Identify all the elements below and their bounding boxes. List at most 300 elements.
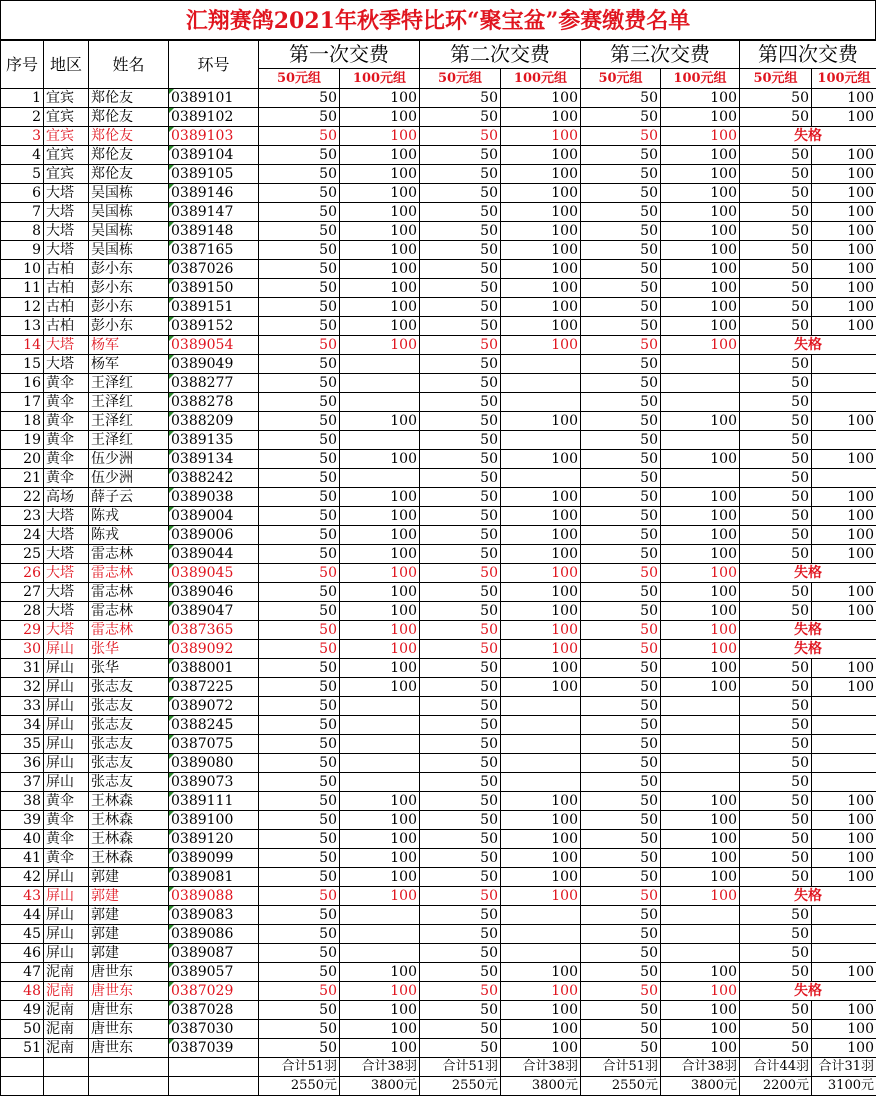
cell-name: 王泽红 [89, 393, 169, 412]
cell-ring: 0389101 [169, 89, 259, 108]
cell-ring: 0389146 [169, 184, 259, 203]
cell-payment: 100 [812, 868, 876, 887]
cell-payment [661, 393, 740, 412]
cell-payment: 50 [259, 792, 340, 811]
cell-ring: 0388278 [169, 393, 259, 412]
cell-payment: 100 [340, 89, 420, 108]
cell-payment: 100 [812, 678, 876, 697]
cell-payment: 50 [420, 545, 501, 564]
cell-payment [501, 906, 581, 925]
cell-payment: 50 [420, 925, 501, 944]
cell-region: 宜宾 [44, 146, 89, 165]
cell-payment: 100 [501, 108, 581, 127]
cell-payment: 50 [420, 222, 501, 241]
cell-payment [340, 469, 420, 488]
cell-seq: 18 [1, 412, 44, 431]
cell-payment: 50 [420, 564, 501, 583]
cell-payment: 50 [420, 89, 501, 108]
cell-payment: 100 [812, 279, 876, 298]
header-name: 姓名 [89, 41, 169, 89]
table-row [1, 564, 876, 583]
cell-region: 屏山 [44, 773, 89, 792]
cell-payment: 50 [581, 127, 661, 146]
cell-payment: 50 [420, 773, 501, 792]
cell-payment [812, 374, 876, 393]
cell-total-count: 合计38羽 [340, 1058, 420, 1077]
table-row [1, 431, 876, 450]
cell-ring: 0389100 [169, 811, 259, 830]
cell-payment: 100 [501, 412, 581, 431]
cell-name: 张华 [89, 640, 169, 659]
cell-payment: 100 [661, 1039, 740, 1058]
cell-payment [661, 754, 740, 773]
cell-payment: 100 [340, 868, 420, 887]
cell-payment: 100 [661, 412, 740, 431]
cell-name: 雷志林 [89, 602, 169, 621]
cell-payment: 100 [812, 849, 876, 868]
cell-payment: 100 [501, 203, 581, 222]
table-row [1, 640, 876, 659]
cell-payment: 100 [661, 545, 740, 564]
cell-payment: 50 [420, 659, 501, 678]
cell-payment: 50 [420, 678, 501, 697]
cell-name: 张志友 [89, 678, 169, 697]
table-row [1, 412, 876, 431]
cell-ring: 0387075 [169, 735, 259, 754]
cell-seq: 25 [1, 545, 44, 564]
cell-payment: 50 [420, 450, 501, 469]
cell-payment: 50 [259, 716, 340, 735]
cell-payment: 50 [581, 1001, 661, 1020]
cell-ring: 0389148 [169, 222, 259, 241]
cell-payment: 100 [661, 108, 740, 127]
table-row [1, 469, 876, 488]
cell-payment: 100 [812, 146, 876, 165]
cell-ring: 0389054 [169, 336, 259, 355]
cell-payment: 100 [661, 849, 740, 868]
table-row [1, 811, 876, 830]
cell-ring: 0389046 [169, 583, 259, 602]
cell-payment: 50 [259, 507, 340, 526]
table-row [1, 887, 876, 906]
cell-payment: 100 [501, 1020, 581, 1039]
cell-payment: 50 [259, 735, 340, 754]
cell-payment: 100 [340, 526, 420, 545]
cell-payment [812, 944, 876, 963]
cell-region: 黄伞 [44, 469, 89, 488]
cell-payment: 50 [259, 963, 340, 982]
cell-seq: 32 [1, 678, 44, 697]
cell-payment: 50 [581, 602, 661, 621]
cell-payment: 50 [581, 564, 661, 583]
cell-name: 杨军 [89, 355, 169, 374]
cell-seq: 5 [1, 165, 44, 184]
cell-payment: 100 [501, 659, 581, 678]
cell-payment: 50 [581, 868, 661, 887]
cell-seq: 36 [1, 754, 44, 773]
header-group-50: 50元组 [740, 69, 812, 89]
cell-payment: 50 [581, 222, 661, 241]
cell-total-amount: 2550元 [259, 1077, 340, 1096]
cell-payment: 50 [420, 697, 501, 716]
cell-payment: 100 [501, 222, 581, 241]
cell-seq: 49 [1, 1001, 44, 1020]
cell-payment: 100 [661, 887, 740, 906]
cell-payment: 50 [740, 792, 812, 811]
cell-payment: 50 [740, 602, 812, 621]
cell-ring: 0389004 [169, 507, 259, 526]
cell-payment: 100 [501, 488, 581, 507]
cell-payment: 100 [501, 583, 581, 602]
cell-payment: 50 [581, 906, 661, 925]
cell-payment: 100 [812, 165, 876, 184]
cell-payment: 100 [501, 640, 581, 659]
cell-ring: 0389092 [169, 640, 259, 659]
cell-payment: 50 [420, 849, 501, 868]
cell-ring: 0387026 [169, 260, 259, 279]
cell-payment: 50 [259, 241, 340, 260]
cell-payment: 100 [812, 260, 876, 279]
table-row [1, 393, 876, 412]
cell-payment: 50 [420, 279, 501, 298]
cell-seq: 1 [1, 89, 44, 108]
cell-name: 郑伦友 [89, 165, 169, 184]
cell-payment: 100 [501, 982, 581, 1001]
cell-payment: 100 [661, 298, 740, 317]
cell-payment: 50 [740, 754, 812, 773]
cell-payment [501, 469, 581, 488]
cell-payment: 50 [740, 241, 812, 260]
cell-payment: 50 [420, 393, 501, 412]
cell-payment: 100 [501, 545, 581, 564]
cell-payment: 100 [501, 868, 581, 887]
cell-name: 王林森 [89, 792, 169, 811]
cell-region: 黄伞 [44, 830, 89, 849]
cell-payment: 50 [420, 735, 501, 754]
cell-ring: 0387365 [169, 621, 259, 640]
cell-seq: 22 [1, 488, 44, 507]
cell-payment: 50 [581, 279, 661, 298]
cell-payment: 50 [259, 621, 340, 640]
cell-seq: 30 [1, 640, 44, 659]
cell-payment: 50 [420, 982, 501, 1001]
cell-ring: 0389047 [169, 602, 259, 621]
cell-empty [44, 1058, 89, 1077]
table-row [1, 545, 876, 564]
cell-payment: 100 [661, 659, 740, 678]
cell-payment: 50 [581, 792, 661, 811]
cell-payment: 100 [661, 640, 740, 659]
cell-payment: 50 [581, 659, 661, 678]
cell-payment: 100 [501, 849, 581, 868]
cell-payment [812, 469, 876, 488]
cell-payment: 50 [259, 298, 340, 317]
cell-payment: 50 [740, 1001, 812, 1020]
cell-region: 屏山 [44, 887, 89, 906]
cell-payment: 100 [661, 678, 740, 697]
cell-payment: 50 [740, 222, 812, 241]
cell-payment: 100 [501, 336, 581, 355]
header-group-100: 100元组 [661, 69, 740, 89]
cell-empty [44, 1077, 89, 1096]
totals-amount-row [1, 1077, 876, 1096]
cell-payment [661, 944, 740, 963]
cell-payment: 50 [420, 830, 501, 849]
cell-payment: 50 [420, 317, 501, 336]
cell-seq: 51 [1, 1039, 44, 1058]
cell-payment: 50 [740, 317, 812, 336]
cell-payment: 100 [812, 241, 876, 260]
cell-disqualified: 失格 [740, 982, 876, 1001]
cell-name: 杨军 [89, 336, 169, 355]
cell-payment: 100 [501, 127, 581, 146]
cell-payment: 50 [259, 222, 340, 241]
cell-payment: 100 [812, 659, 876, 678]
cell-payment: 100 [661, 982, 740, 1001]
cell-total-count: 合计44羽 [740, 1058, 812, 1077]
cell-payment: 50 [259, 336, 340, 355]
table-row [1, 849, 876, 868]
cell-payment: 50 [259, 545, 340, 564]
cell-payment: 100 [661, 507, 740, 526]
table-row [1, 830, 876, 849]
cell-payment: 50 [740, 697, 812, 716]
cell-payment [661, 735, 740, 754]
table-row [1, 374, 876, 393]
cell-payment: 100 [501, 317, 581, 336]
cell-payment: 50 [420, 108, 501, 127]
cell-payment: 50 [581, 203, 661, 222]
cell-payment: 100 [661, 241, 740, 260]
table-row [1, 222, 876, 241]
cell-name: 唐世东 [89, 1039, 169, 1058]
cell-payment: 50 [420, 146, 501, 165]
cell-seq: 47 [1, 963, 44, 982]
cell-payment: 50 [259, 583, 340, 602]
cell-payment: 100 [661, 1020, 740, 1039]
cell-region: 屏山 [44, 678, 89, 697]
table-row [1, 773, 876, 792]
cell-payment: 50 [259, 659, 340, 678]
cell-payment: 50 [259, 127, 340, 146]
cell-ring: 0389099 [169, 849, 259, 868]
cell-seq: 26 [1, 564, 44, 583]
cell-payment: 50 [420, 241, 501, 260]
cell-payment: 50 [259, 412, 340, 431]
cell-payment: 100 [812, 222, 876, 241]
cell-payment: 100 [661, 526, 740, 545]
cell-payment: 100 [812, 412, 876, 431]
cell-name: 彭小东 [89, 298, 169, 317]
cell-ring: 0388209 [169, 412, 259, 431]
table-row [1, 963, 876, 982]
cell-payment [501, 374, 581, 393]
cell-payment [501, 773, 581, 792]
cell-payment [340, 754, 420, 773]
cell-region: 屏山 [44, 925, 89, 944]
cell-payment: 50 [581, 469, 661, 488]
cell-name: 伍少洲 [89, 469, 169, 488]
cell-ring: 0389134 [169, 450, 259, 469]
cell-name: 郭建 [89, 887, 169, 906]
cell-ring: 0389104 [169, 146, 259, 165]
cell-payment: 50 [581, 697, 661, 716]
cell-payment: 50 [581, 298, 661, 317]
cell-region: 屏山 [44, 868, 89, 887]
cell-payment: 100 [340, 184, 420, 203]
cell-payment: 100 [812, 1039, 876, 1058]
table-row [1, 279, 876, 298]
cell-seq: 42 [1, 868, 44, 887]
cell-seq: 34 [1, 716, 44, 735]
cell-payment: 50 [740, 735, 812, 754]
cell-payment: 50 [259, 754, 340, 773]
cell-payment: 50 [740, 583, 812, 602]
cell-name: 王林森 [89, 849, 169, 868]
cell-region: 古柏 [44, 317, 89, 336]
cell-payment: 50 [740, 89, 812, 108]
cell-name: 王泽红 [89, 431, 169, 450]
cell-payment [812, 735, 876, 754]
cell-name: 彭小东 [89, 260, 169, 279]
cell-total-amount: 3800元 [661, 1077, 740, 1096]
cell-payment: 50 [581, 640, 661, 659]
table-row [1, 982, 876, 1001]
cell-payment: 100 [340, 241, 420, 260]
table-row [1, 526, 876, 545]
cell-payment [501, 697, 581, 716]
totals-count-row [1, 1058, 876, 1077]
table-row [1, 583, 876, 602]
cell-seq: 41 [1, 849, 44, 868]
cell-region: 屏山 [44, 640, 89, 659]
cell-ring: 0389105 [169, 165, 259, 184]
cell-payment [340, 355, 420, 374]
cell-payment: 50 [581, 754, 661, 773]
cell-payment [812, 697, 876, 716]
cell-name: 吴国栋 [89, 222, 169, 241]
cell-payment: 100 [340, 982, 420, 1001]
cell-seq: 16 [1, 374, 44, 393]
cell-payment: 50 [581, 944, 661, 963]
cell-region: 大塔 [44, 526, 89, 545]
cell-seq: 10 [1, 260, 44, 279]
cell-total-count: 合计38羽 [501, 1058, 581, 1077]
cell-payment: 100 [340, 640, 420, 659]
cell-payment [501, 355, 581, 374]
table-row [1, 944, 876, 963]
cell-name: 唐世东 [89, 963, 169, 982]
cell-payment: 50 [581, 621, 661, 640]
cell-payment: 50 [581, 849, 661, 868]
cell-ring: 0389151 [169, 298, 259, 317]
cell-name: 吴国栋 [89, 184, 169, 203]
cell-region: 大塔 [44, 184, 89, 203]
cell-name: 彭小东 [89, 317, 169, 336]
cell-region: 屏山 [44, 906, 89, 925]
cell-payment [340, 944, 420, 963]
cell-seq: 27 [1, 583, 44, 602]
cell-payment: 50 [259, 944, 340, 963]
cell-name: 雷志林 [89, 621, 169, 640]
header-group-100: 100元组 [812, 69, 876, 89]
cell-name: 雷志林 [89, 583, 169, 602]
cell-payment: 50 [420, 754, 501, 773]
cell-payment: 50 [259, 279, 340, 298]
cell-payment: 50 [420, 583, 501, 602]
cell-ring: 0387165 [169, 241, 259, 260]
cell-payment: 100 [501, 1039, 581, 1058]
cell-payment [661, 773, 740, 792]
cell-payment: 50 [740, 659, 812, 678]
cell-payment: 50 [581, 507, 661, 526]
cell-ring: 0389150 [169, 279, 259, 298]
cell-payment: 100 [812, 184, 876, 203]
cell-name: 王泽红 [89, 412, 169, 431]
cell-seq: 7 [1, 203, 44, 222]
cell-ring: 0389049 [169, 355, 259, 374]
cell-region: 黄伞 [44, 450, 89, 469]
table-row [1, 127, 876, 146]
cell-region: 屏山 [44, 754, 89, 773]
cell-payment: 50 [259, 697, 340, 716]
cell-seq: 6 [1, 184, 44, 203]
cell-payment: 100 [501, 792, 581, 811]
cell-region: 黄伞 [44, 431, 89, 450]
cell-name: 郭建 [89, 925, 169, 944]
cell-payment: 100 [501, 887, 581, 906]
cell-payment: 50 [259, 108, 340, 127]
cell-seq: 13 [1, 317, 44, 336]
cell-disqualified: 失格 [740, 564, 876, 583]
cell-ring: 0387029 [169, 982, 259, 1001]
cell-total-count: 合计38羽 [661, 1058, 740, 1077]
cell-payment: 50 [740, 488, 812, 507]
cell-payment: 50 [259, 488, 340, 507]
cell-name: 张志友 [89, 697, 169, 716]
cell-ring: 0389088 [169, 887, 259, 906]
cell-payment [812, 431, 876, 450]
cell-name: 彭小东 [89, 279, 169, 298]
cell-seq: 28 [1, 602, 44, 621]
cell-ring: 0389103 [169, 127, 259, 146]
cell-empty [1, 1058, 44, 1077]
cell-payment: 100 [661, 602, 740, 621]
cell-payment: 50 [740, 906, 812, 925]
cell-payment: 100 [340, 849, 420, 868]
cell-name: 王泽红 [89, 374, 169, 393]
cell-region: 大塔 [44, 203, 89, 222]
cell-payment: 50 [420, 906, 501, 925]
cell-region: 黄伞 [44, 393, 89, 412]
cell-payment: 100 [340, 811, 420, 830]
cell-payment [340, 906, 420, 925]
cell-payment: 50 [259, 602, 340, 621]
cell-seq: 45 [1, 925, 44, 944]
cell-region: 古柏 [44, 298, 89, 317]
cell-total-count: 合计51羽 [581, 1058, 661, 1077]
cell-payment: 50 [581, 811, 661, 830]
table-row [1, 298, 876, 317]
sheet-title: 汇翔赛鸽2021年秋季特比环“聚宝盆”参赛缴费名单 [0, 0, 876, 40]
cell-region: 大塔 [44, 621, 89, 640]
cell-payment: 50 [581, 773, 661, 792]
cell-region: 黄伞 [44, 412, 89, 431]
cell-payment [340, 716, 420, 735]
table-row [1, 792, 876, 811]
cell-payment [340, 697, 420, 716]
cell-ring: 0388242 [169, 469, 259, 488]
